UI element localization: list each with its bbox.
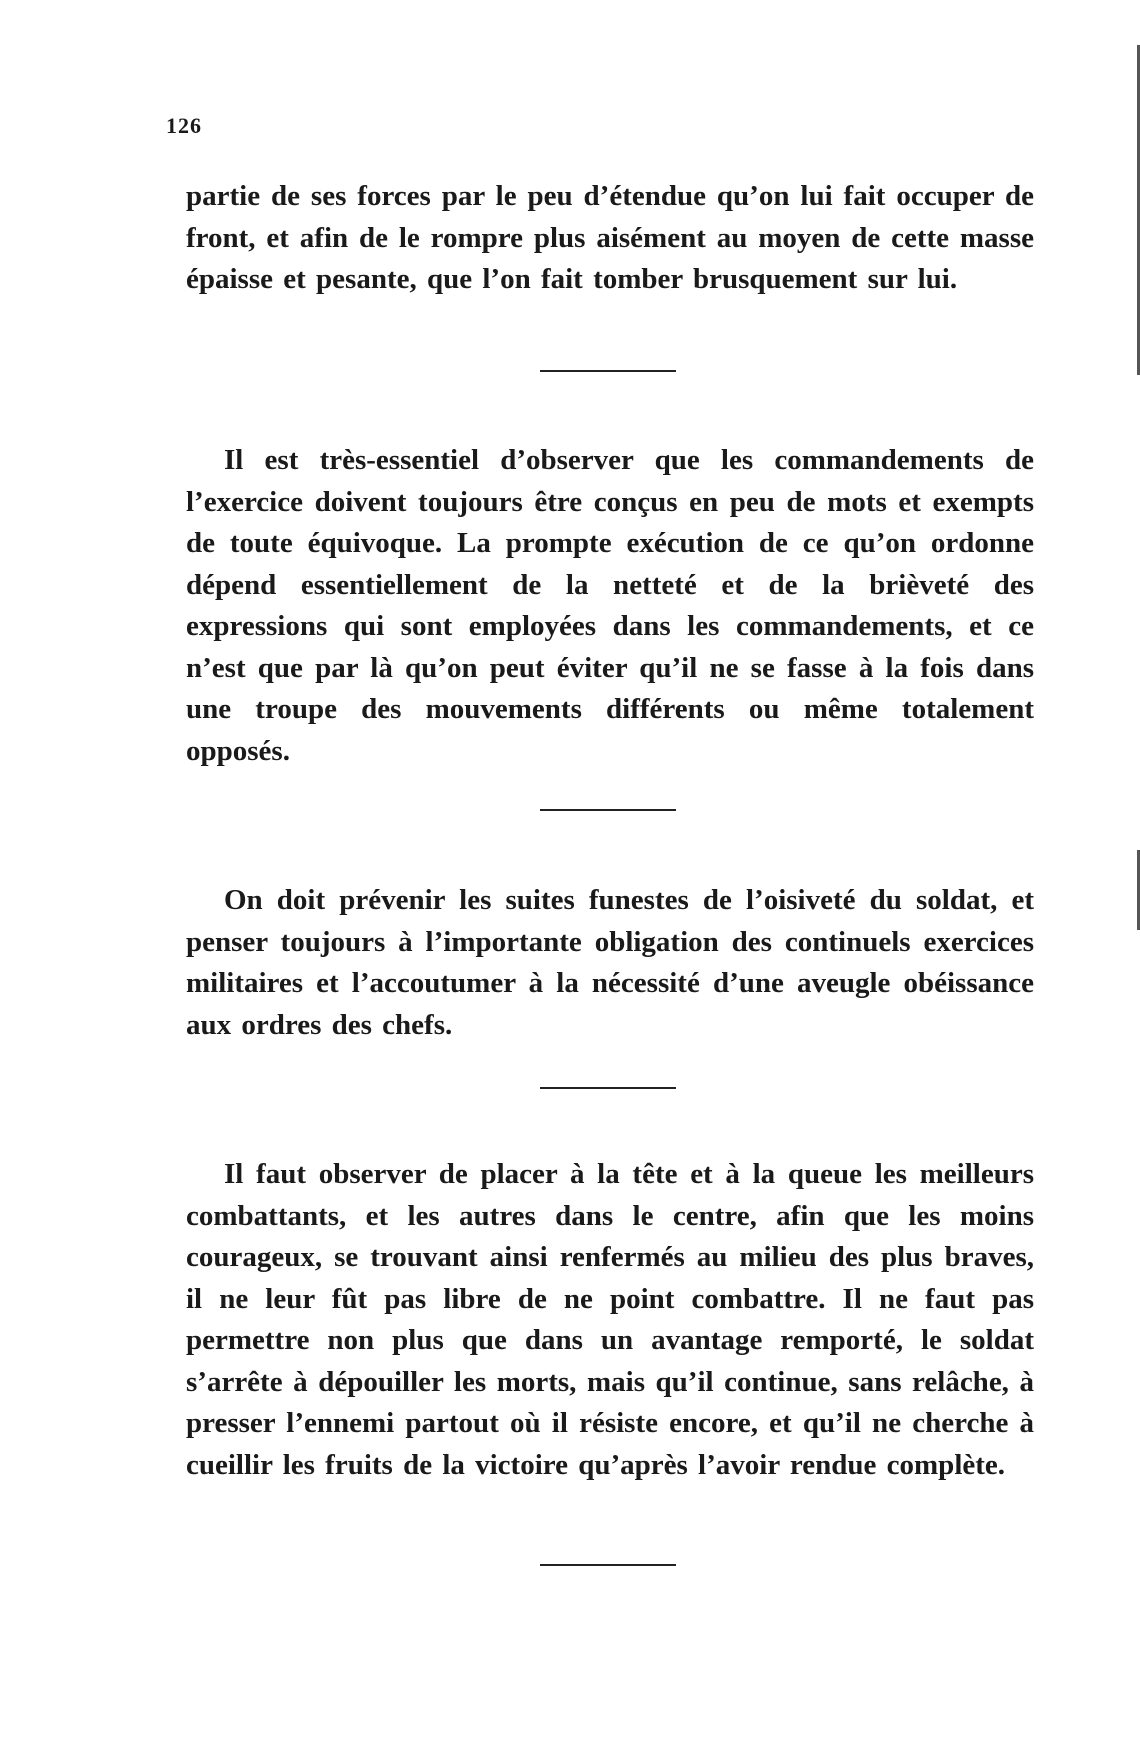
paragraph-4: Il faut observer de placer à la tête et à la queue les meilleurs combattants, et les autres dans le centre, afin que les moins courageux, se trouvant ainsi renfermés au milieu des plus braves, il ne leur fût pas libre de ne point combattre. Il ne faut pas permettre non plus que dans un avantage remporté, le soldat s’arrête à dépouiller les morts, mais qu’il continue, sans relâche, à presser l’ennemi partout où il résiste encore, et qu’il ne cherche à cueillir les fruits de la victoire qu’après l’avoir rendue complète. bbox=[186, 1158, 1034, 1481]
paragraph-2: Il est très-essentiel d’observer que les commandements de l’exercice doivent toujours être conçus en peu de mots et exempts de toute équivoque. La prompte exécution de ce qu’on ordonne dépend essentiellement de la netteté et de la brièveté des expressions qui sont employées dans les commandements, et ce n’est que par là qu’on peut éviter qu’il ne se fasse à la fois dans une troupe des mouvements différents ou même totalement opposés. bbox=[186, 444, 1034, 767]
section-divider-3 bbox=[540, 1087, 676, 1089]
paragraph-3: On doit prévenir les suites funestes de l’oisiveté du soldat, et penser toujours à l’importante obligation des continuels exercices militaires et l’accoutumer à la nécessité d’une aveugle obéissance aux ordres des chefs. bbox=[186, 884, 1034, 1041]
section-divider-2 bbox=[540, 809, 676, 811]
page-number: 126 bbox=[166, 113, 202, 138]
section-divider-1 bbox=[540, 370, 676, 372]
paragraph-1: partie de ses forces par le peu d’étendue qu’on lui fait occuper de front, et afin de le rompre plus aisément au moyen de cette masse épaisse et pesante, que l’on fait tomber brusquement sur lui. bbox=[186, 180, 1034, 295]
section-divider-4 bbox=[540, 1564, 676, 1566]
